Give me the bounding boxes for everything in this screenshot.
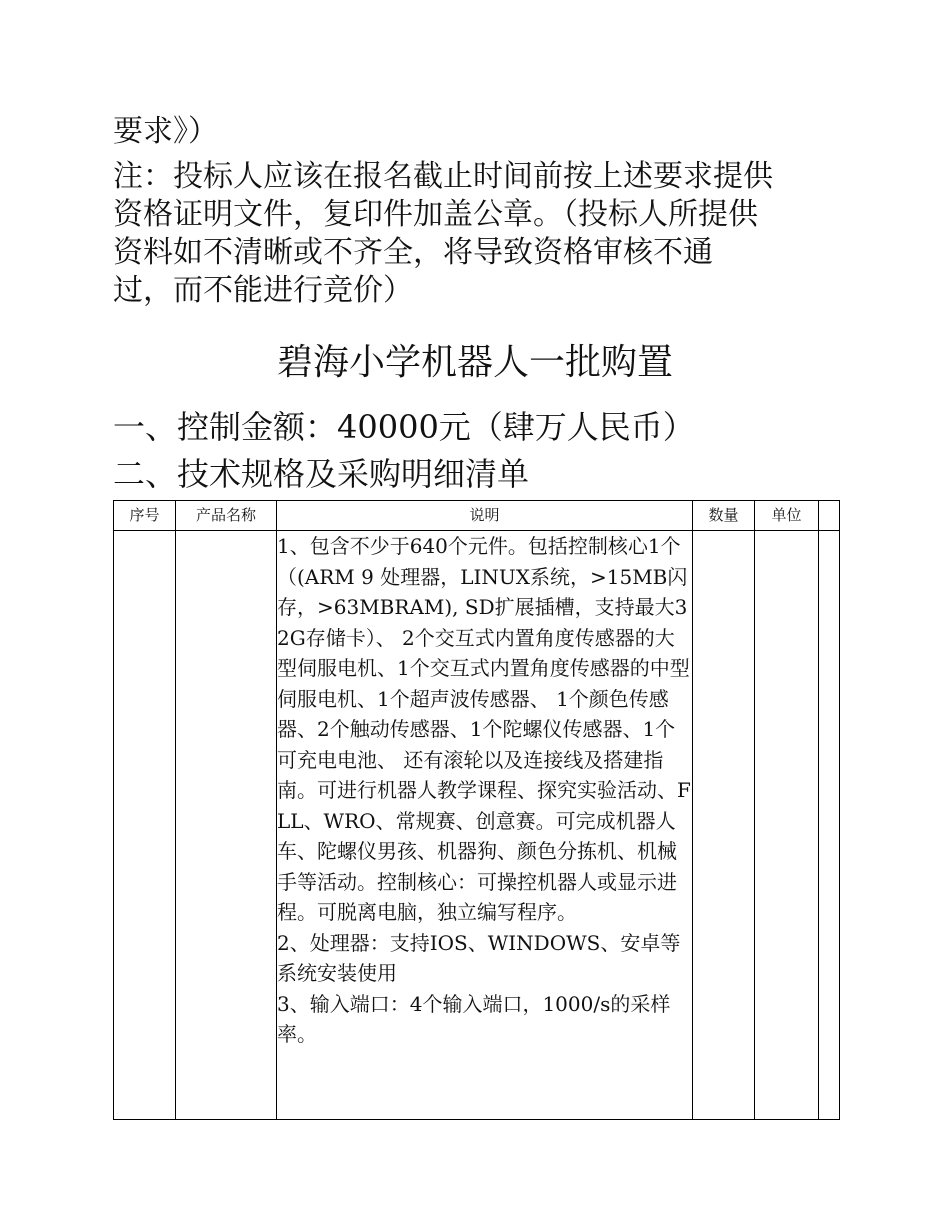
table-header-row <box>114 501 840 531</box>
intro-line-3: 资格证明文件，复印件加盖公章。（投标人所提供 <box>113 197 758 232</box>
intro-line-1: 要求》） <box>113 114 218 149</box>
intro-line-4: 资料如不清晰或不齐全，将导致资格审核不通 <box>113 235 713 270</box>
intro-line-2: 注：投标人应该在报名截止时间前按上述要求提供 <box>113 159 773 194</box>
table-row <box>114 531 840 1120</box>
header-product-name: 产品名称 <box>176 501 277 531</box>
section-budget-heading: 一、控制金额：40000元（肆万人民币） <box>113 408 695 446</box>
cell-description <box>277 531 693 1120</box>
section-spec-heading: 二、技术规格及采购明细清单 <box>113 455 530 493</box>
cell-unit <box>755 531 819 1120</box>
description-item-2: 2、处理器：支持IOS、WINDOWS、安卓等系统安装使用 <box>277 930 681 985</box>
header-index: 序号 <box>114 501 176 531</box>
procurement-table <box>113 500 840 1120</box>
header-unit: 单位 <box>755 501 819 531</box>
cell-extra <box>819 531 840 1120</box>
description-item-3: 3、输入端口：4个输入端口，1000/s的采样率。 <box>277 991 671 1046</box>
intro-line-5: 过，而不能进行竞价） <box>113 273 413 308</box>
header-extra <box>819 501 840 531</box>
description-item-1: 1、包含不少于640个元件。包括控制核心1个（(ARM 9 处理器，LINUX系统，>15MB闪存，>63MBRAM), SD扩展插槽，支持最大32G存储卡）、 2个交互式内置角度传感器的大型伺服电机、1个交互式内置角度传感器的中型伺服电机、1个超声波传感器、 1个颜色传感器、2个触动传感器、1个陀螺仪传感器、1个可充电电池、 还有滚轮以及连接线及搭建指南。可进行机器人教学课程、探究实验活动、FLL、WRO、常规赛、创意赛。可完成机器人车、陀螺仪男孩、机器狗、颜色分拣机、机械手等活动。控制核心：可操控机器人或显示进程。可脱离电脑，独立编写程序。 <box>277 534 691 924</box>
header-quantity: 数量 <box>693 501 755 531</box>
cell-product-name <box>176 531 277 1120</box>
cell-quantity <box>693 531 755 1120</box>
header-description: 说明 <box>277 501 693 531</box>
document-title: 碧海小学机器人一批购置 <box>276 342 673 383</box>
cell-index <box>114 531 176 1120</box>
